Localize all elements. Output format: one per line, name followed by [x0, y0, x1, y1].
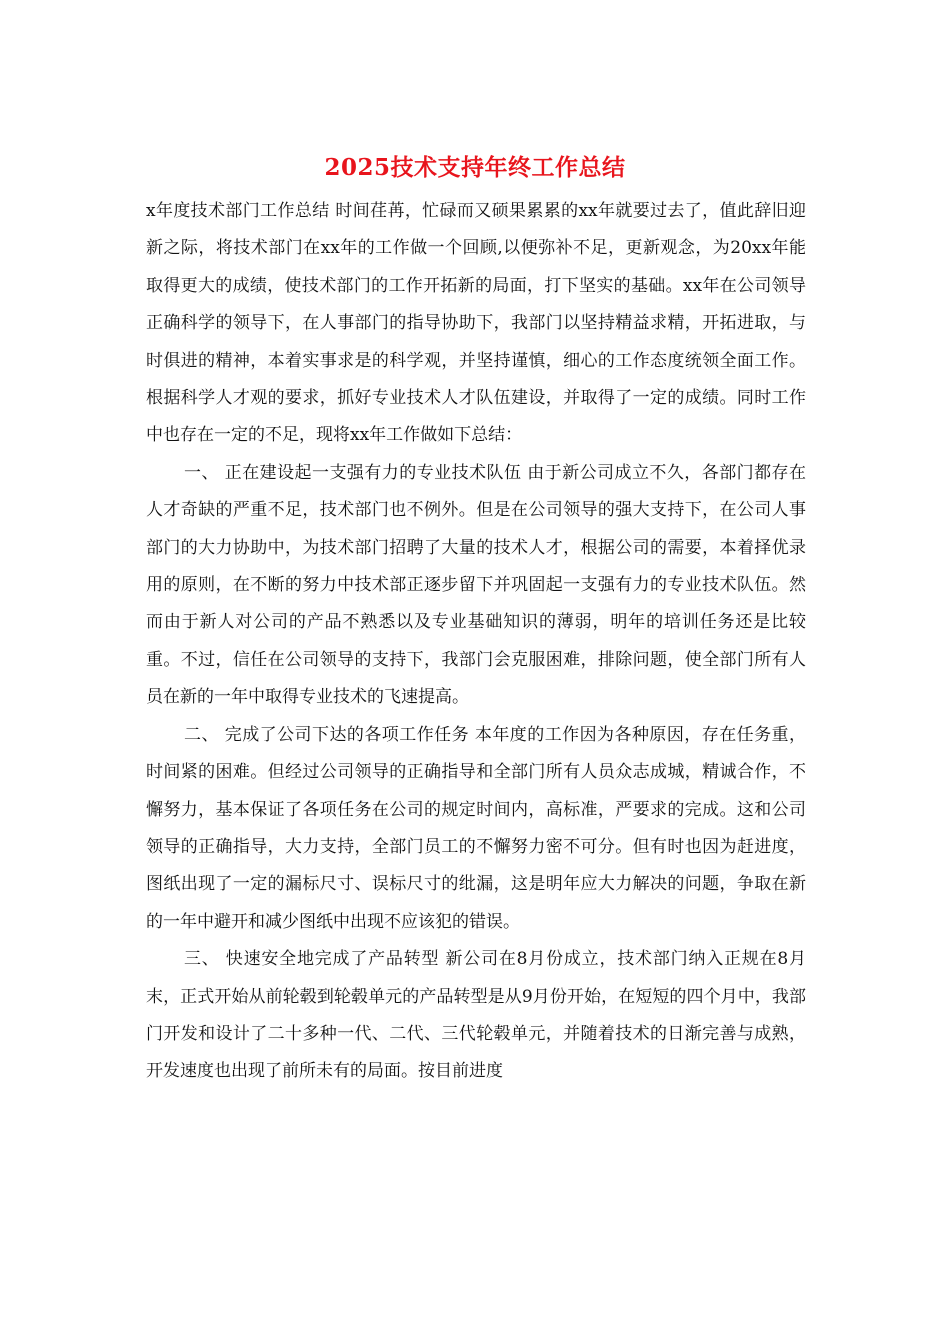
- document-title: 2025技术支持年终工作总结: [324, 154, 626, 181]
- document-body: [146, 193, 806, 1091]
- paragraph-intro: x年度技术部门工作总结 时间荏苒，忙碌而又硕果累累的xx年就要过去了，值此辞旧迎新之际，将技术部门在xx年的工作做一个回顾,以便弥补不足，更新观念，为20xx年能取得更大的成绩，使技术部门的工作开拓新的局面，打下坚实的基础。xx年在公司领导正确科学的领导下，在人事部门的指导协助下，我部门以坚持精益求精，开拓进取，与时俱进的精神，本着实事求是的科学观，并坚持谨慎，细心的工作态度统领全面工作。根据科学人才观的要求，抓好专业技术人才队伍建设，并取得了一定的成绩。同时工作中也存在一定的不足，现将xx年工作做如下总结：: [146, 201, 806, 446]
- paragraph-section-1: 一、 正在建设起一支强有力的专业技术队伍 由于新公司成立不久，各部门都存在人才奇缺的严重不足，技术部门也不例外。但是在公司领导的强大支持下，在公司人事部门的大力协助中，为技术部门招聘了大量的技术人才，根据公司的需要，本着择优录用的原则，在不断的努力中技术部正逐步留下并巩固起一支强有力的专业技术队伍。然而由于新人对公司的产品不熟悉以及专业基础知识的薄弱，明年的培训任务还是比较重。不过，信任在公司领导的支持下，我部门会克服困难，排除问题，使全部门所有人员在新的一年中取得专业技术的飞速提高。: [146, 462, 806, 708]
- paragraph-section-2: 二、 完成了公司下达的各项工作任务 本年度的工作因为各种原因，存在任务重，时间紧的困难。但经过公司领导的正确指导和全部门所有人员众志成城，精诚合作，不懈努力，基本保证了各项任务在公司的规定时间内，高标准，严要求的完成。这和公司领导的正确指导，大力支持，全部门员工的不懈努力密不可分。但有时也因为赶进度，图纸出现了一定的漏标尺寸、误标尺寸的纰漏，这是明年应大力解决的问题，争取在新的一年中避开和减少图纸中出现不应该犯的错误。: [146, 724, 806, 932]
- paragraph-section-3: 三、 快速安全地完成了产品转型 新公司在8月份成立，技术部门纳入正规在8月末，正式开始从前轮毂到轮毂单元的产品转型是从9月份开始，在短短的四个月中，我部门开发和设计了二十多种一代、二代、三代轮毂单元，并随着技术的日渐完善与成熟，开发速度也出现了前所未有的局面。按目前进度: [146, 949, 806, 1082]
